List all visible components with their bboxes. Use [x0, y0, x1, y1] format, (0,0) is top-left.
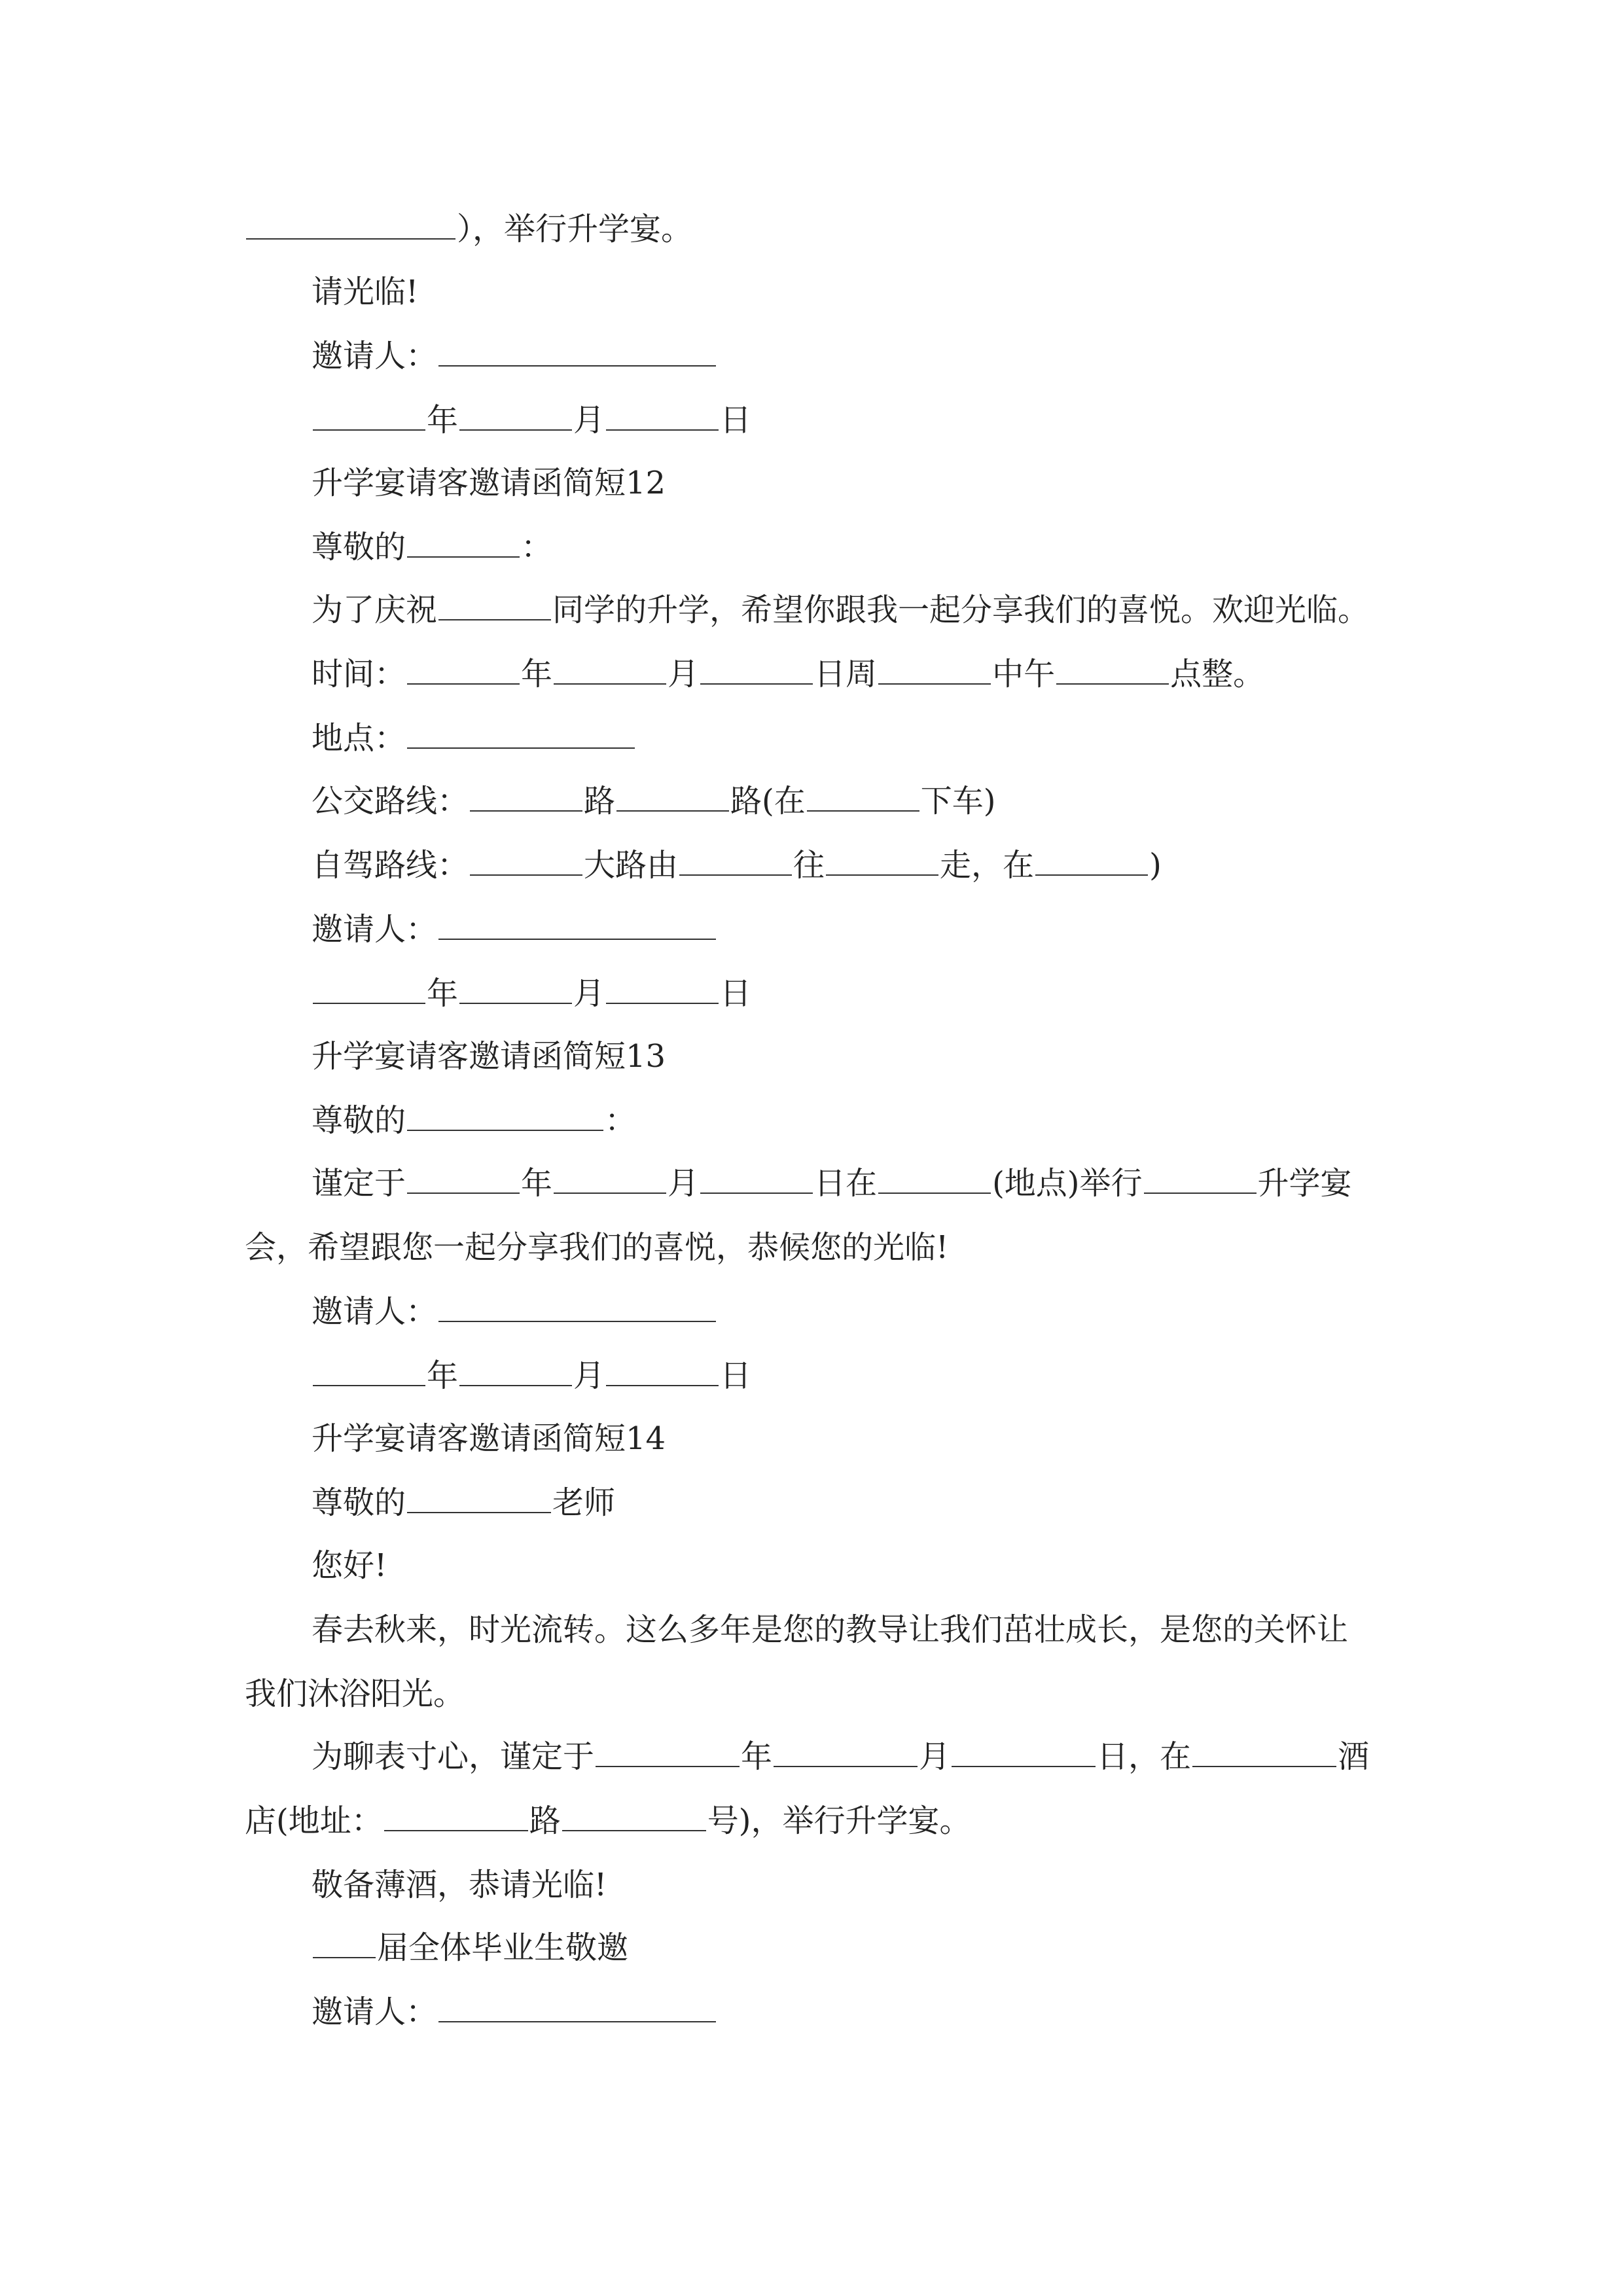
text-segment: 月 — [573, 1357, 605, 1394]
text-line — [312, 1101, 636, 1140]
text-segment: 升学宴请客邀请函简短14 — [312, 1420, 666, 1457]
fill-blank — [878, 655, 991, 685]
fill-blank — [700, 655, 813, 685]
fill-blank — [807, 781, 919, 812]
text-segment: ) — [1149, 847, 1162, 884]
text-line — [312, 590, 1369, 630]
fill-blank — [470, 781, 582, 812]
text-segment: 路 — [584, 783, 616, 819]
text-segment: 时间： — [312, 656, 406, 692]
text-segment: 酒 — [1338, 1738, 1370, 1775]
text-segment: 路 — [529, 1803, 561, 1839]
text-segment: 地点： — [312, 720, 406, 757]
fill-blank — [407, 528, 520, 558]
text-line — [312, 1483, 615, 1522]
text-segment: 届全体毕业生敬邀 — [377, 1929, 629, 1966]
text-line — [312, 1865, 607, 1905]
text-line — [312, 910, 717, 949]
fill-blank — [774, 1737, 918, 1767]
text-segment: 邀请人： — [312, 1293, 438, 1330]
text-segment: 会，希望跟您一起分享我们的喜悦，恭候您的光临! — [245, 1229, 949, 1266]
text-line — [312, 1610, 1348, 1649]
text-segment: 自驾路线： — [312, 847, 469, 884]
text-line — [312, 1928, 628, 1967]
text-segment: ： — [605, 1102, 637, 1139]
text-segment: 月 — [919, 1738, 951, 1775]
text-segment: 路(在 — [730, 783, 806, 819]
fill-blank — [246, 209, 455, 240]
fill-blank — [438, 1292, 716, 1322]
text-segment: 日在 — [814, 1165, 878, 1202]
text-segment: 月 — [573, 402, 605, 439]
text-line — [312, 1992, 717, 2032]
text-segment: 下车) — [920, 783, 996, 819]
text-segment: 月 — [668, 656, 700, 692]
text-line — [312, 846, 1162, 885]
text-line — [245, 1228, 948, 1267]
fill-blank — [313, 974, 425, 1004]
text-segment: 月 — [668, 1165, 700, 1202]
text-segment: 尊敬的 — [312, 1484, 406, 1521]
fill-blank — [459, 1356, 572, 1386]
text-line — [312, 1737, 1369, 1776]
text-segment: 年 — [521, 656, 553, 692]
fill-blank — [554, 655, 666, 685]
section-heading — [312, 463, 666, 503]
date-line — [312, 974, 751, 1013]
fill-blank — [407, 1483, 551, 1513]
fill-blank — [554, 1164, 666, 1194]
fill-blank — [407, 719, 635, 749]
text-segment: 公交路线： — [312, 783, 469, 819]
text-segment: 尊敬的 — [312, 1102, 406, 1139]
section-heading — [312, 1419, 666, 1458]
text-segment: 您好! — [312, 1547, 387, 1584]
text-segment: 日 — [720, 402, 752, 439]
text-segment: 我们沐浴阳光。 — [245, 1676, 465, 1712]
text-segment: 日，在 — [1097, 1738, 1192, 1775]
fill-blank — [407, 1101, 603, 1131]
fill-blank — [700, 1164, 813, 1194]
text-segment: 日 — [720, 975, 752, 1012]
text-line — [312, 336, 717, 376]
text-segment: 春去秋来，时光流转。这么多年是您的教导让我们茁壮成长，是您的关怀让 — [312, 1611, 1349, 1648]
section-heading — [312, 1037, 666, 1076]
text-segment: 敬备薄酒，恭请光临! — [312, 1867, 607, 1903]
date-line — [312, 1356, 751, 1395]
text-segment: 大路由 — [584, 847, 679, 884]
text-segment: 为了庆祝 — [312, 592, 438, 628]
text-line — [245, 1674, 465, 1713]
text-segment: 升学宴 — [1257, 1165, 1352, 1202]
fill-blank — [1192, 1737, 1336, 1767]
text-segment: 号)，举行升学宴。 — [707, 1803, 971, 1839]
fill-blank — [1035, 846, 1148, 876]
text-segment: 月 — [573, 975, 605, 1012]
text-line — [245, 1801, 971, 1840]
fill-blank — [313, 401, 425, 431]
text-segment: 年 — [427, 402, 459, 439]
text-segment: ： — [521, 529, 553, 565]
fill-blank — [878, 1164, 991, 1194]
text-segment: 升学宴请客邀请函简短13 — [312, 1038, 666, 1075]
fill-blank — [438, 1992, 716, 2022]
fill-blank — [313, 1356, 425, 1386]
fill-blank — [470, 846, 582, 876]
fill-blank — [1056, 655, 1169, 685]
fill-blank — [616, 781, 729, 812]
text-segment: 年 — [427, 975, 459, 1012]
fill-blank — [562, 1801, 706, 1831]
text-segment: 点整。 — [1170, 656, 1265, 692]
fill-blank — [596, 1737, 740, 1767]
fill-blank — [606, 1356, 719, 1386]
text-segment: 老师 — [552, 1484, 616, 1521]
fill-blank — [407, 1164, 520, 1194]
fill-blank — [407, 655, 520, 685]
fill-blank — [952, 1737, 1096, 1767]
text-line — [312, 719, 636, 758]
fill-blank — [826, 846, 938, 876]
fill-blank — [679, 846, 792, 876]
fill-blank — [606, 974, 719, 1004]
text-segment: 中午 — [992, 656, 1056, 692]
text-segment: 邀请人： — [312, 1994, 438, 2030]
text-segment: 店(地址： — [245, 1803, 383, 1839]
text-line — [312, 1164, 1352, 1203]
fill-blank — [606, 401, 719, 431]
fill-blank — [459, 401, 572, 431]
text-segment: 年 — [521, 1165, 553, 1202]
date-line — [312, 401, 751, 440]
fill-blank — [313, 1928, 376, 1958]
text-segment: 邀请人： — [312, 338, 438, 374]
text-segment: 邀请人： — [312, 911, 438, 948]
text-segment: 走，在 — [940, 847, 1035, 884]
text-line — [312, 655, 1264, 694]
text-segment: (地点)举行 — [992, 1165, 1143, 1202]
text-line — [245, 209, 692, 249]
text-line — [312, 1546, 387, 1585]
fill-blank — [1144, 1164, 1257, 1194]
text-line — [312, 781, 996, 821]
fill-blank — [384, 1801, 528, 1831]
text-segment: 年 — [741, 1738, 773, 1775]
text-segment: 升学宴请客邀请函简短12 — [312, 465, 666, 501]
text-segment: 往 — [793, 847, 825, 884]
text-segment: 年 — [427, 1357, 459, 1394]
text-segment: 尊敬的 — [312, 529, 406, 565]
text-line — [312, 272, 418, 312]
text-segment: 日 — [720, 1357, 752, 1394]
text-segment: 谨定于 — [312, 1165, 406, 1202]
fill-blank — [438, 910, 716, 940]
fill-blank — [438, 590, 551, 620]
text-segment: 日周 — [814, 656, 878, 692]
text-segment: 为聊表寸心，谨定于 — [312, 1738, 595, 1775]
fill-blank — [438, 336, 716, 367]
text-line — [312, 528, 552, 567]
fill-blank — [459, 974, 572, 1004]
text-line — [312, 1292, 717, 1331]
text-segment: 请光临! — [312, 274, 419, 310]
text-segment: 同学的升学，希望你跟我一起分享我们的喜悦。欢迎光临。 — [552, 592, 1370, 628]
text-segment: ），举行升学宴。 — [457, 211, 693, 247]
